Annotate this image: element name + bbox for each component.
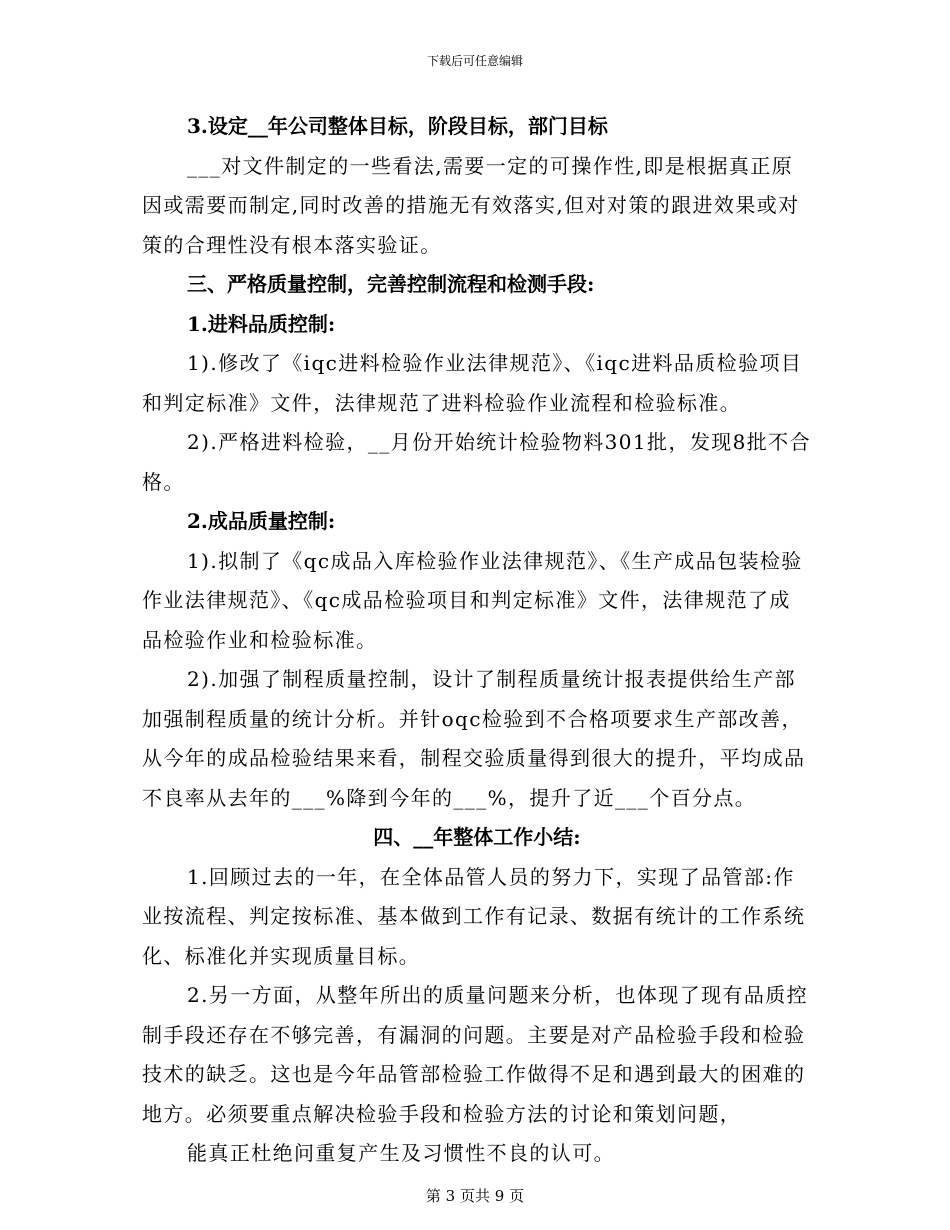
subheading-product-control: 2.成品质量控制: bbox=[187, 509, 336, 533]
subheading-incoming-control: 1.进料品质控制: bbox=[187, 311, 336, 336]
document-body bbox=[142, 107, 812, 1174]
paragraph-summary-1: 1.回顾过去的一年，在全体品管人员的努力下，实现了品管部:作业按流程、判定按标准、基本做到工作有记录、数据有统计的工作系统化、标准化并实现质量目标。 bbox=[142, 864, 806, 968]
paragraph-summary-2: 2.另一方面，从整年所出的质量问题来分析，也体现了现有品质控制手段还存在不够完善，有漏洞的问题。主要是对产品检验手段和检验技术的缺乏。这也是今年品管部检验工作做得不足和遇到最大的困难的地方。必须要重点解决检验手段和检验方法的讨论和策划问题， bbox=[142, 983, 809, 1126]
page-header: 下载后可任意编辑 bbox=[426, 54, 523, 68]
paragraph-product-2: 2).加强了制程质量控制，设计了制程质量统计报表提供给生产部加强制程质量的统计分析。并针oqc检验到不合格项要求生产部改善，从今年的成品检验结果来看，制程交验质量得到很大的提升，平均成品不良率从去年的___%降到今年的___%，提升了近___个百分点。 bbox=[142, 667, 806, 810]
paragraph-incoming-1: 1).修改了《iqc进料检验作业法律规范》、《iqc进料品质检验项目和判定标准》文件，法律规范了进料检验作业流程和检验标准。 bbox=[142, 351, 803, 415]
section-heading-quality-control: 三、严格质量控制，完善控制流程和检测手段: bbox=[187, 272, 595, 296]
paragraph-summary-3: 能真正杜绝问重复产生及习惯性不良的认可。 bbox=[187, 1141, 615, 1165]
page-footer: 第 3 页共 9 页 bbox=[425, 1187, 525, 1205]
heading-goals: 3.设定__年公司整体目标，阶段目标，部门目标 bbox=[187, 114, 608, 138]
section-heading-summary: 四、__年整体工作小结: bbox=[373, 825, 581, 849]
paragraph-document-opinion: ___对文件制定的一些看法,需要一定的可操作性,即是根据真正原因或需要而制定,同时改善的措施无有效落实,但对对策的跟进效果或对策的合理性没有根本落实验证。 bbox=[142, 153, 800, 257]
paragraph-product-1: 1).拟制了《qc成品入库检验作业法律规范》、《生产成品包装检验作业法律规范》、《qc成品检验项目和判定标准》文件，法律规范了成品检验作业和检验标准。 bbox=[142, 548, 803, 652]
paragraph-incoming-2: 2).严格进料检验，__月份开始统计检验物料301批，发现8批不合格。 bbox=[142, 430, 811, 494]
